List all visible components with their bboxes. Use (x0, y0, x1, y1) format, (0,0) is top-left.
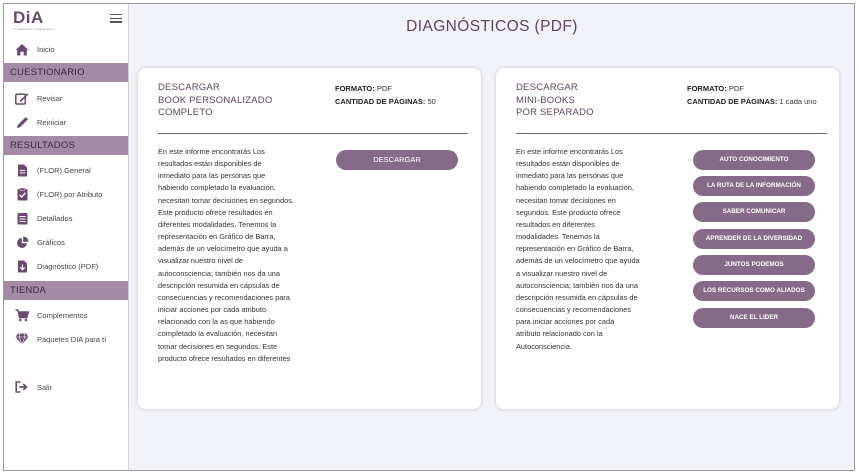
sidebar-item-label: Diagnóstico (PDF) (37, 261, 99, 271)
description-line: tomar decisiones en segundos. Este (158, 341, 278, 351)
description-line: atributo relacionado con la (516, 329, 603, 339)
page-title: DIAGNÓSTICOS (PDF) (406, 18, 578, 35)
description-line: representación en Gráfico de Barra, (516, 244, 634, 254)
description-line: resultados en diferentes (516, 219, 595, 229)
section-resultados: RESULTADOS (4, 136, 128, 155)
description-line: modalidades. Tenemos la (516, 232, 600, 242)
mini-book-button-juntos-podemos[interactable]: JUNTOS PODEMOS (693, 255, 815, 275)
app-window (3, 3, 855, 471)
sidebar-item-label: (FLOR) por Atributo (37, 189, 103, 199)
diamond-icon (15, 332, 29, 346)
description-line: En este informe encontrarás Los (516, 147, 623, 156)
card-description (516, 146, 640, 353)
main-content (130, 4, 854, 470)
description-line: inmediato para las personas que (158, 171, 266, 181)
mini-book-button-nace-lider[interactable]: NACE EL LIDER (693, 308, 815, 328)
sidebar-item-diagnostico[interactable] (4, 255, 128, 277)
description-line: Este producto ofrece resultados en (158, 207, 273, 217)
description-line: necesitan tomar decisiones en (516, 195, 616, 205)
description-line: diferentes modalidades. Tenemos la (158, 219, 277, 229)
pencil-icon (15, 115, 29, 129)
pages-label: CANTIDAD DE PÁGINAS: (335, 97, 426, 106)
description-line: para iniciar acciones por cada (516, 317, 615, 327)
mini-book-button-recursos-aliados[interactable]: LOS RECURSOS COMO ALIADOS (693, 281, 815, 301)
sidebar-item-label: Gráficos (37, 237, 65, 247)
description-line: producto ofrece resultados en diferentes (158, 353, 291, 363)
description-line: autoconsciencia; también nos da una (158, 268, 281, 278)
pie-chart-icon (15, 235, 29, 249)
sidebar-item-salir[interactable] (4, 376, 128, 398)
divider (158, 133, 468, 134)
edit-icon (15, 91, 29, 105)
description-line: Autoconsciencia. (516, 341, 572, 351)
format-value: PDF (376, 84, 392, 93)
pages-label: CANTIDAD DE PÁGINAS: (687, 97, 778, 106)
sidebar-item-label: Revisar (37, 93, 63, 103)
sidebar-item-inicio[interactable] (4, 38, 128, 60)
card-description (158, 146, 294, 365)
description-line: segundos. Este producto ofrece (516, 207, 621, 217)
pages-value: 50 (427, 97, 436, 106)
description-line: habiendo completado la evaluación, (158, 183, 276, 193)
sidebar-item-paquetes[interactable] (4, 328, 128, 350)
format-label: FORMATO: (335, 84, 375, 93)
description-line: además de un velocímetro que ayuda (516, 256, 640, 266)
logo-text: DiA (13, 8, 44, 27)
logo-subtitle: Tu desarrollo integral auto (13, 27, 54, 31)
format-label: FORMATO: (687, 84, 727, 93)
sidebar-item-graficos[interactable] (4, 231, 128, 253)
sidebar-item-label: (FLOR) General (37, 165, 91, 175)
download-file-icon (15, 259, 29, 273)
sidebar-item-label: Inicio (37, 44, 55, 54)
description-line: representación en Gráfico de Barra, (158, 232, 276, 242)
sidebar-item-label: Salir (37, 382, 53, 392)
mini-book-button-saber-comunicar[interactable]: SABER COMUNICAR (693, 202, 815, 222)
document-icon (15, 163, 29, 177)
sidebar-item-label: Reiniciar (37, 117, 67, 127)
cart-icon (15, 308, 29, 322)
format-value: PDF (728, 84, 744, 93)
description-line: consecuencias y recomendaciones para (158, 292, 290, 302)
sidebar-item-label: Paquetes DIA para tí (37, 334, 107, 344)
description-line: relacionado con la as que habiendo (158, 317, 275, 327)
sidebar-item-flor-general[interactable] (4, 159, 128, 181)
sidebar-item-revisar[interactable] (4, 87, 128, 109)
description-line: completado la evaluación, necesitan (158, 329, 278, 339)
mini-book-button-ruta-informacion[interactable]: LA RUTA DE LA INFORMACIÓN (693, 176, 815, 196)
section-cuestionario: CUESTIONARIO (4, 63, 128, 82)
description-line: necesitan tomar decisiones en segundos. (158, 195, 294, 205)
description-line: descripción resumida en cápsulas de (158, 280, 280, 290)
section-tienda: TIENDA (4, 281, 128, 300)
card-title: DESCARGAR MINI-BOOKS POR SEPARADO (516, 82, 594, 118)
logout-icon (15, 380, 29, 394)
sidebar-item-reiniciar[interactable] (4, 111, 128, 133)
card-title: DESCARGAR BOOK PERSONALIZADO COMPLETO (158, 82, 273, 118)
sidebar-item-detallados[interactable] (4, 207, 128, 229)
description-line: a visualizar nuestro nivel de (516, 268, 608, 278)
sidebar-item-complementos[interactable] (4, 304, 128, 326)
home-icon (15, 42, 29, 56)
divider (516, 133, 827, 134)
card-book-completo (138, 68, 481, 409)
description-line: resultados están disponibles de (158, 159, 262, 169)
app-logo[interactable] (13, 9, 53, 31)
description-line: inmediato para las personas que (516, 171, 624, 181)
card-mini-books (496, 68, 839, 409)
download-button[interactable]: DESCARGAR (336, 150, 458, 170)
description-line: consecuencias y recomendaciones (516, 305, 632, 315)
checklist-icon (15, 187, 29, 201)
sidebar-item-label: Detallados (37, 213, 73, 223)
mini-book-button-auto-conocimiento[interactable]: AUTO CONOCIMIENTO (693, 150, 815, 170)
sidebar (4, 4, 129, 470)
pages-value: 1 cada uno (779, 97, 817, 106)
list-icon (15, 211, 29, 225)
card-meta (687, 82, 817, 108)
description-line: En este informe encontrarás Los (158, 147, 265, 156)
sidebar-item-label: Complementos (37, 310, 88, 320)
description-line: iniciar acciones por cada atributo (158, 305, 267, 315)
description-line: resultados están disponibles de (516, 159, 620, 169)
description-line: además de un velocímetro que ayuda a (158, 244, 288, 254)
mini-book-button-aprender-diversidad[interactable]: APRENDER DE LA DIVERSIDAD (693, 229, 815, 249)
description-line: descripción resumida en cápsulas de (516, 292, 638, 302)
hamburger-menu-icon[interactable] (110, 14, 122, 23)
sidebar-item-flor-atributo[interactable] (4, 183, 128, 205)
description-line: visualizar nuestro nivel de (158, 256, 244, 266)
description-line: habiendo completado la evaluación, (516, 183, 634, 193)
description-line: autoconsciencia; también nos da una (516, 280, 639, 290)
card-meta (335, 82, 436, 108)
